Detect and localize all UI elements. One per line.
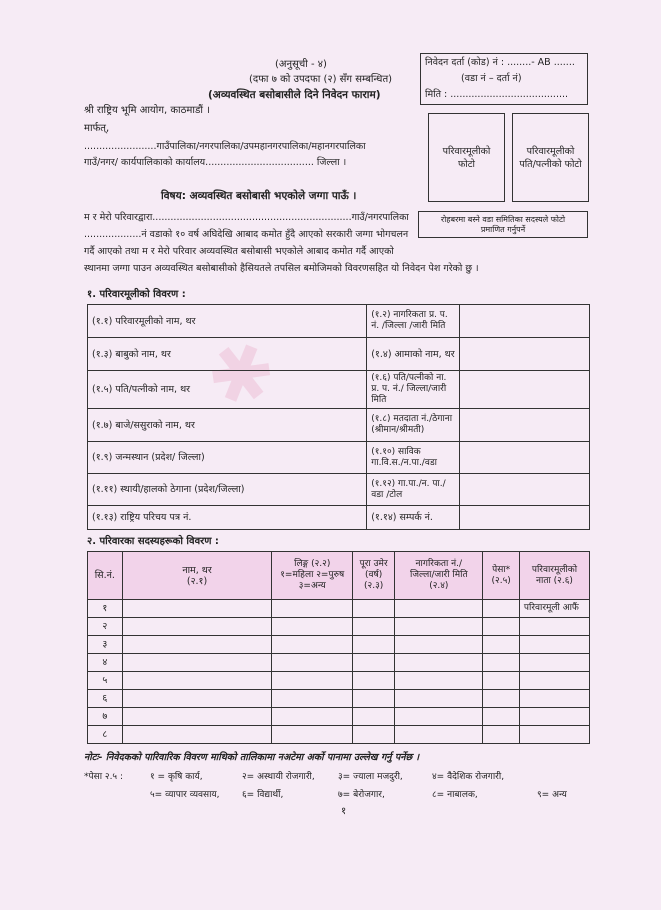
field-value[interactable] [459,371,589,409]
cell[interactable] [122,618,272,636]
occupation-6: ६= विद्यार्थी, [242,790,284,800]
table-row [88,654,590,672]
table-row [88,636,590,654]
cell[interactable] [272,690,353,708]
field-label: (१.४) आमाको नाम, थर [367,338,459,371]
cell[interactable] [483,708,520,726]
col-age-code: (२.३) [364,581,384,591]
table-row [88,618,590,636]
occupation-2: २= अस्थायी रोजगारी, [242,772,315,782]
table-row [88,506,590,530]
field-label: (१.२) नागरिकता प्र. प. नं. /जिल्ला /जारी मिति [367,305,459,338]
body-line4: स्थानमा जग्गा पाउन अव्यवस्थित बसोबासीको हैसियतले तपसिल बमोजिमको विवरणसहित यो निवेदन पेश गरेको छु । [84,263,479,274]
table-row [88,672,590,690]
cell[interactable] [122,708,272,726]
field-label: (१.७) बाजे/ससुराको नाम, थर [88,409,367,442]
row-relation[interactable] [519,690,589,708]
col-relation-label: परिवारमूलीको [531,564,578,575]
clause-label: (दफा ७ को उपदफा (२) सँग सम्बन्धित) [249,74,393,85]
col-relation [519,552,589,600]
annex-label: (अनुसूची - ४) [275,59,327,70]
field-label: (१.१०) साविक गा.वि.स./न.पा./वडा [367,442,459,474]
cell[interactable] [395,726,483,744]
cell[interactable] [353,708,395,726]
table-row [88,442,590,474]
table-row [88,371,590,409]
table-row [88,338,590,371]
table-row [88,726,590,744]
cell[interactable] [353,690,395,708]
cell[interactable] [122,726,272,744]
field-label: (१.९) जन्मस्थान (प्रदेश/ जिल्ला) [88,442,367,474]
col-name-code: (२.१) [186,575,208,587]
cell[interactable] [272,654,353,672]
occupation-1: १ = कृषि कार्य, [150,772,203,782]
head-photo-box [428,113,505,202]
col-citizenship-code: (२.४) [429,581,449,591]
cell[interactable] [395,636,483,654]
col-citizenship-label: नागरिकता नं./ [415,559,463,569]
cell[interactable] [395,672,483,690]
col-occupation [483,552,520,600]
photo-verify-text: रोहबरमा बस्ने वडा समितिका सदस्यले फोटो प्रमाणित गर्नुपर्ने [440,214,566,234]
field-value[interactable] [459,442,589,474]
spouse-photo-box [512,113,589,202]
col-sn: सि.नं. [88,552,123,600]
cell[interactable] [272,708,353,726]
cell[interactable] [353,618,395,636]
cell[interactable] [272,600,353,618]
row-sn: ६ [88,690,123,708]
cell[interactable] [122,690,272,708]
watermark-stamp: ✱ [189,319,297,431]
field-label: (१.११) स्थायी/हालको ठेगाना (प्रदेश/जिल्ला) [88,474,367,506]
body-line2: ...................नं वडाको १० वर्ष अघिदेखि आबाद कमोत हुँदै आएको सरकारी जग्गा भोगचलन [84,229,409,240]
occupation-7: ७= बेरोजगार, [338,790,385,800]
cell[interactable] [483,654,520,672]
row-sn: १ [88,600,123,618]
cell[interactable] [353,654,395,672]
body-line1: म र मेरो परिवारद्वारा..................................................................गाउँ/नगरपालिका [84,212,409,223]
cell[interactable] [483,672,520,690]
col-name [122,552,272,600]
row-sn: ३ [88,636,123,654]
cell[interactable] [353,636,395,654]
table-row [88,474,590,506]
row-relation: परिवारमूली आफैं [519,600,589,618]
row-sn: ५ [88,672,123,690]
addressee-line1: श्री राष्ट्रिय भूमि आयोग, काठमाडौं । [84,105,210,116]
cell[interactable] [272,726,353,744]
field-label: (१.१) परिवारमूलीको नाम, थर [88,305,367,338]
row-relation[interactable] [519,654,589,672]
field-value[interactable] [459,474,589,506]
cell[interactable] [122,636,272,654]
table-row [88,305,590,338]
cell[interactable] [353,726,395,744]
registration-code: निवेदन दर्ता (कोड) नं : ........- AB ....... [425,57,575,68]
table-row [88,409,590,442]
row-relation[interactable] [519,636,589,654]
cell[interactable] [272,636,353,654]
cell[interactable] [395,654,483,672]
subject: विषय: अव्यवस्थित बसोबासी भएकोले जग्गा पाऊँ । [161,190,357,202]
field-value[interactable] [459,409,589,442]
cell[interactable] [395,600,483,618]
cell[interactable] [353,600,395,618]
table-row [88,690,590,708]
field-label: (१.१३) राष्ट्रिय परिचय पत्र नं. [88,506,367,530]
cell[interactable] [483,690,520,708]
col-name-label: नाम, थर [182,564,212,576]
field-value[interactable] [459,506,589,530]
field-label: (१.१४) सम्पर्क नं. [367,506,459,530]
row-relation[interactable] [519,618,589,636]
col-gender-label: लिङ्ग (२.२) [294,559,331,569]
field-label: (१.६) पति/पत्नीको ना. प्र. प. नं./ जिल्ला/जारी मिति [367,371,459,409]
body-line3: गर्दै आएको तथा म र मेरो परिवार अव्यवस्थित बसोबासी भएकोले आबाद कमोत गर्दै आएको [84,246,394,257]
row-sn: ४ [88,654,123,672]
col-occupation-code: (२.५) [491,575,511,586]
form-title: (अव्यवस्थित बसोबासीले दिने निवेदन फाराम) [208,89,381,101]
occupation-5: ५= व्यापार व्यवसाय, [150,790,220,800]
field-label: (१.३) बाबुको नाम, थर [88,338,367,371]
col-gender-opts2: ३=अन्य [298,581,326,591]
col-age-unit: (वर्ष) [365,570,383,580]
spouse-photo-label: परिवारमूलीको पति/पत्नीको फोटो [519,145,582,170]
cell[interactable] [272,618,353,636]
col-occupation-label: पेसा* [492,564,511,575]
col-gender [272,552,353,600]
head-photo-label: परिवारमूलीको फोटो [442,145,491,170]
addressee-line4: गाउँ/नगर/ कार्यपालिकाको कार्यालय.................................... जिल्ला । [84,157,347,168]
addressee-line2: मार्फत्, [84,123,110,134]
cell[interactable] [483,618,520,636]
row-sn: ८ [88,726,123,744]
field-label: (१.८) मतदाता नं./ठेगाना (श्रीमान/श्रीमती) [367,409,459,442]
occupation-9: ९= अन्य [537,790,567,800]
col-age-label: पूरा उमेर [359,559,388,569]
row-sn: २ [88,618,123,636]
registration-date: मिति : ....................................... [425,89,569,100]
row-relation[interactable] [519,708,589,726]
occupation-3: ३= ज्याला मजदुरी, [338,772,403,782]
col-citizenship-label2: जिल्ला/जारी मिति [410,570,468,580]
row-sn: ७ [88,708,123,726]
occupation-4: ४= वैदेशिक रोजगारी, [432,772,505,782]
addressee-line3: ........................गाउँपालिका/नगरपालिका/उपमहानगरपालिका/महानगरपालिका [84,141,366,152]
head-details-table [87,304,590,530]
col-age [353,552,395,600]
cell[interactable] [272,672,353,690]
photo-verify-note [418,211,588,238]
table-row [88,600,590,618]
cell[interactable] [122,654,272,672]
field-label: (१.५) पति/पत्नीको नाम, थर [88,371,367,409]
cell[interactable] [395,618,483,636]
footnote: नोटः- निवेदकको पारिवारिक विवरण माथिको तालिकामा नअटेमा अर्को पानामा उल्लेख गर्नु पर्नेछ । [84,752,420,763]
col-citizenship [395,552,483,600]
cell[interactable] [483,636,520,654]
field-value[interactable] [459,338,589,371]
cell[interactable] [483,600,520,618]
cell[interactable] [395,708,483,726]
registration-box [420,53,588,105]
table-header-row [88,552,590,600]
cell[interactable] [122,672,272,690]
cell[interactable] [122,600,272,618]
field-label: (१.१२) गा.पा./न. पा./वडा /टोल [367,474,459,506]
field-value[interactable] [459,305,589,338]
row-relation[interactable] [519,726,589,744]
occupation-8: ८= नाबालक, [432,790,478,800]
page-number: १ [341,806,347,817]
section2-title: २. परिवारका सदस्यहरूको विवरण : [87,536,219,547]
cell[interactable] [483,726,520,744]
row-relation[interactable] [519,672,589,690]
col-relation-label2: नाता (२.६) [536,575,573,586]
cell[interactable] [395,690,483,708]
occupation-legend-label: *पेसा २.५ : [84,772,124,782]
members-table [87,551,590,744]
section1-title: १. परिवारमूलीको विवरण : [87,289,186,300]
cell[interactable] [353,672,395,690]
table-row [88,708,590,726]
registration-ward: (वडा नं – दर्ता नं) [461,73,522,84]
col-gender-opts1: १=महिला २=पुरुष [280,570,345,580]
